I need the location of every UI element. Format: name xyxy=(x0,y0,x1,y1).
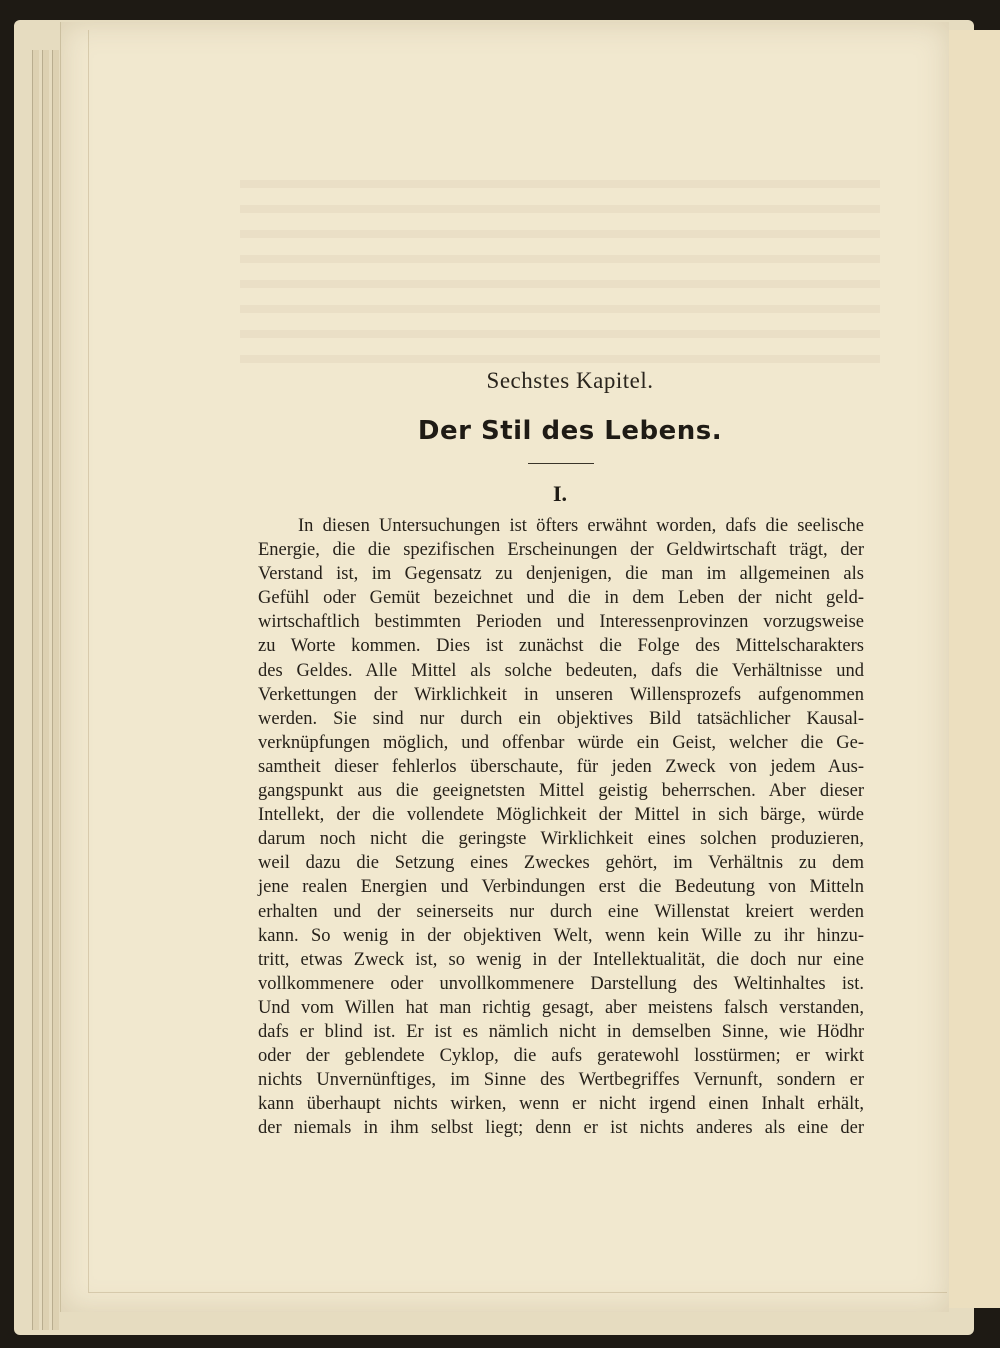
text-line: werden. Sie sind nur durch ein objektives Bild tatsächlicher Kausal- xyxy=(258,708,864,729)
text-line: wirtschaftlich bestimmten Perioden und Interessenprovinzen vorzugsweise xyxy=(258,612,864,633)
page-edge xyxy=(32,50,39,1330)
text-line: kann überhaupt nichts wirken, wenn er nicht irgend einen Inhalt erhält, xyxy=(258,1094,864,1115)
page-edge xyxy=(52,50,59,1330)
show-through xyxy=(240,180,880,188)
title-divider xyxy=(528,463,594,464)
text-line: erhalten und der seinerseits nur durch eine Willenstat kreiert werden xyxy=(258,901,864,922)
text-line: Intellekt, der die vollendete Möglichkeit der Mittel in sich bärge, würde xyxy=(258,805,864,826)
text-line: der niemals in ihm selbst liegt; denn er ist nichts anderes als eine der xyxy=(258,1118,864,1139)
text-line: gangspunkt aus die geeignetsten Mittel geistig beherrschen. Aber dieser xyxy=(258,781,864,802)
text-line: jene realen Energien und Verbindungen erst die Bedeutung von Mitteln xyxy=(258,877,864,898)
text-line: des Geldes. Alle Mittel als solche bedeuten, dafs die Verhältnisse und xyxy=(258,660,864,681)
text-line: samtheit dieser fehlerlos überschaute, für jeden Zweck von jedem Aus- xyxy=(258,756,864,777)
text-line: Verkettungen der Wirklichkeit in unseren Willensprozefs aufgenommen xyxy=(258,684,864,705)
show-through xyxy=(240,230,880,238)
text-line: vollkommenere oder unvollkommenere Darstellung des Weltinhaltes ist. xyxy=(258,973,864,994)
show-through xyxy=(240,205,880,213)
page-edge xyxy=(42,50,49,1330)
show-through xyxy=(240,305,880,313)
text-line: nichts Unvernünftiges, im Sinne des Wertbegriffes Vernunft, sondern er xyxy=(258,1070,864,1091)
facing-page-edge xyxy=(946,30,1000,1308)
chapter-title: Der Stil des Lebens. xyxy=(417,416,723,446)
text-line: zu Worte kommen. Dies ist zunächst die Folge des Mittelscharakters xyxy=(258,636,864,657)
show-through xyxy=(240,355,880,363)
show-through xyxy=(240,255,880,263)
section-number: I. xyxy=(552,481,568,506)
text-line: In diesen Untersuchungen ist öfters erwähnt worden, dafs die seelische xyxy=(298,516,864,536)
text-line: tritt, etwas Zweck ist, so wenig in der Intellektualität, die doch nur eine xyxy=(258,949,864,970)
text-line: verknüpfungen möglich, und offenbar würde ein Geist, welcher die Ge- xyxy=(258,732,864,753)
text-line: dafs er blind ist. Er ist es nämlich nicht in demselben Sinne, wie Hödhr xyxy=(258,1021,864,1042)
text-line: oder der geblendete Cyklop, die aufs geratewohl losstürmen; er wirkt xyxy=(258,1046,864,1067)
text-line: Und vom Willen hat man richtig gesagt, aber meistens falsch verstanden, xyxy=(258,997,864,1018)
text-line: weil dazu die Setzung eines Zweckes gehört, im Verhältnis zu dem xyxy=(258,853,864,874)
body-text xyxy=(258,514,864,1140)
show-through xyxy=(240,280,880,288)
text-line: Energie, die die spezifischen Erscheinungen der Geldwirtschaft trägt, der xyxy=(258,540,864,561)
show-through xyxy=(240,330,880,338)
text-line: darum noch nicht die geringste Wirklichkeit eines solchen produzieren, xyxy=(258,829,864,850)
text-line: kann. So wenig in der objektiven Welt, wenn kein Wille zu ihr hinzu- xyxy=(258,925,864,946)
text-line: Gefühl oder Gemüt bezeichnet und die in dem Leben der nicht geld- xyxy=(258,588,864,609)
text-line: Verstand ist, im Gegensatz zu denjenigen, die man im allgemeinen als xyxy=(258,564,864,585)
chapter-label: Sechstes Kapitel. xyxy=(486,368,654,393)
